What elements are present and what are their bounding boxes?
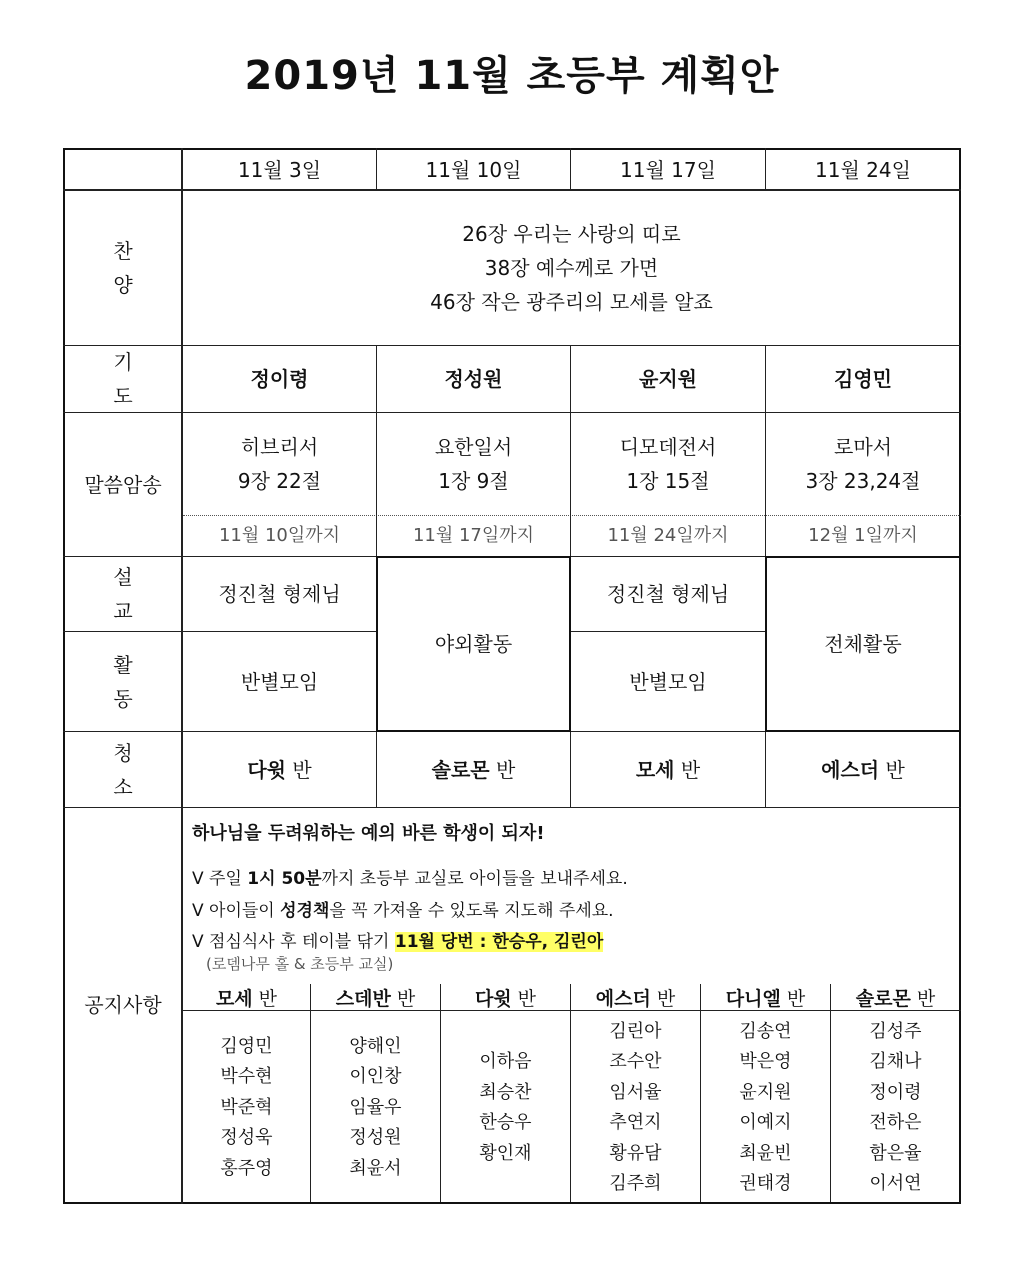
member-name: 박은영: [739, 1051, 792, 1072]
row-divider: [63, 807, 961, 808]
group-header-divider: [183, 1010, 961, 1011]
hymn-item: 26장 우리는 사랑의 띠로: [462, 222, 681, 246]
notice-emphasis: 성경책: [280, 901, 330, 921]
member-name: 임서율: [609, 1081, 662, 1103]
group-suffix: 반: [786, 987, 806, 1010]
verse-cell: [571, 413, 765, 515]
prayer-cell: 정성원: [444, 367, 503, 391]
member-name: 박수현: [220, 1066, 273, 1088]
prayer-cell: 윤지원: [639, 367, 697, 391]
cleaning-cell: [571, 732, 765, 807]
member-name: 윤지원: [739, 1081, 792, 1103]
verse-cell: [766, 413, 960, 515]
date-header: 11월 17일: [620, 158, 716, 182]
group-members: [311, 1014, 440, 1202]
group-header: [571, 984, 700, 1010]
member-name: 황유담: [609, 1142, 662, 1164]
notice-line: [192, 864, 628, 889]
row-label-text: 찬양: [113, 239, 163, 297]
outdoor-activity-cell: 야외활동: [434, 632, 513, 656]
member-name: 최윤빈: [739, 1142, 792, 1164]
member-name: 이하음: [479, 1051, 532, 1072]
cleaning-cell: [766, 732, 960, 807]
verse-ref: 9장 22절: [237, 469, 322, 493]
cleaning-suffix: 반: [680, 757, 701, 782]
verse-ref: 3장 23,24절: [805, 469, 921, 493]
member-name: 양해인: [349, 1035, 402, 1057]
verse-due: 11월 10일까지: [218, 525, 341, 546]
row-label-cleaning: [65, 732, 181, 807]
verse-due: 11월 17일까지: [412, 525, 535, 546]
row-label-notice: 공지사항: [84, 993, 162, 1017]
group-members: [441, 1014, 570, 1202]
cleaning-suffix: 반: [292, 757, 312, 782]
prayer-cell: 정이령: [250, 367, 309, 391]
page-title: 2019년 11월 초등부 계획안: [244, 53, 780, 99]
row-label-text: 기도: [113, 350, 163, 408]
duty-highlight: 11월 당번 : 한승우, 김린아: [394, 932, 604, 952]
group-name: 에스더: [595, 987, 651, 1010]
hymn-item: 46장 작은 광주리의 모세를 알죠: [430, 290, 713, 314]
activity-cell: 반별모임: [629, 669, 707, 694]
row-label-text: 활동: [113, 652, 163, 711]
group-members: [831, 1014, 960, 1202]
row-label-text: 설교: [113, 565, 163, 623]
group-members: [183, 1014, 310, 1202]
hymn-list: [183, 191, 960, 345]
activity-cell: 반별모임: [240, 669, 319, 694]
verse-ref: 1장 9절: [438, 469, 509, 493]
sermon-cell: 정진철 형제님: [606, 582, 730, 606]
notice-text: V 아이들이: [192, 901, 281, 921]
notice-line: [192, 896, 614, 921]
notice-headline: 하나님을 두려워하는 예의 바른 학생이 되자!: [192, 823, 545, 844]
member-name: 홍주영: [220, 1157, 273, 1179]
group-name: 모세: [215, 987, 253, 1010]
hymn-item: 38장 예수께로 가면: [484, 256, 659, 280]
prayer-cell: 김영민: [834, 367, 892, 391]
verse-book: 히브리서: [240, 435, 319, 459]
member-name: 황인재: [479, 1142, 532, 1164]
notice-emphasis: 1시 50분: [247, 869, 322, 889]
date-header: 11월 24일: [815, 158, 911, 182]
member-name: 김성주: [869, 1020, 922, 1042]
verse-book: 로마서: [834, 435, 892, 459]
group-header: [831, 984, 960, 1010]
group-suffix: 반: [916, 987, 936, 1010]
member-name: 최승찬: [479, 1081, 532, 1103]
group-name: 솔로몬: [855, 987, 911, 1010]
group-members: [701, 1014, 830, 1202]
cleaning-cell: [183, 732, 376, 807]
member-name: 정성욱: [220, 1127, 273, 1149]
group-header: [311, 984, 440, 1010]
row-label-prayer: [65, 346, 181, 412]
notice-location: (로뎀나무 홀 & 초등부 교실): [206, 955, 394, 973]
member-name: 김채나: [869, 1051, 922, 1072]
group-suffix: 반: [656, 987, 676, 1010]
row-label-text: 청소: [113, 740, 163, 799]
notice-line: [192, 927, 603, 952]
cleaning-class: 에스더: [821, 757, 880, 782]
sermon-cell: 정진철 형제님: [218, 582, 341, 606]
row-label-verse: 말씀암송: [84, 472, 162, 497]
member-name: 이인창: [349, 1066, 402, 1088]
member-name: 함은율: [869, 1142, 922, 1164]
group-suffix: 반: [396, 987, 416, 1010]
notice-text: V 주일: [192, 869, 248, 889]
member-name: 전하은: [869, 1112, 922, 1133]
cleaning-class: 모세: [635, 757, 675, 782]
group-name: 스데반: [335, 987, 391, 1010]
row-label-activity: [65, 632, 181, 731]
all-activity-cell: 전체활동: [824, 632, 902, 656]
member-name: 임율우: [349, 1096, 402, 1118]
verse-due: 12월 1일까지: [808, 525, 918, 546]
group-header: [183, 984, 310, 1010]
member-name: 정성원: [349, 1127, 402, 1149]
cleaning-class: 다윗: [247, 757, 286, 782]
verse-book: 요한일서: [434, 435, 513, 459]
member-name: 조수안: [609, 1051, 662, 1072]
group-name: 다니엘: [725, 987, 781, 1010]
notice-text: 까지 초등부 교실로 아이들을 보내주세요.: [321, 869, 628, 889]
verse-cell: [377, 413, 570, 515]
cleaning-class: 솔로몬: [431, 757, 490, 782]
row-label-hymn: [65, 191, 181, 345]
member-name: 이서연: [869, 1173, 922, 1194]
date-header: 11월 10일: [425, 158, 522, 182]
cleaning-suffix: 반: [496, 757, 516, 782]
member-name: 김송연: [739, 1020, 792, 1042]
member-name: 이예지: [739, 1112, 792, 1133]
group-name: 다윗: [474, 987, 512, 1010]
member-name: 추연지: [609, 1112, 662, 1133]
verse-due: 11월 24일까지: [607, 525, 729, 546]
member-name: 김린아: [609, 1020, 662, 1042]
member-name: 김영민: [220, 1035, 273, 1057]
member-name: 정이령: [869, 1081, 922, 1103]
group-header: [701, 984, 830, 1010]
notice-text: V 점심식사 후 테이블 닦기: [192, 932, 395, 952]
verse-ref: 1장 15절: [626, 469, 710, 493]
group-header: [441, 984, 570, 1010]
notice-text: 을 꼭 가져올 수 있도록 지도해 주세요.: [329, 901, 614, 921]
member-name: 박준혁: [220, 1096, 273, 1118]
member-name: 권태경: [739, 1173, 792, 1194]
verse-cell: [183, 413, 376, 515]
member-name: 한승우: [479, 1112, 532, 1133]
group-suffix: 반: [517, 987, 537, 1010]
date-header: 11월 3일: [237, 158, 322, 182]
member-name: 최윤서: [349, 1157, 402, 1179]
member-name: 김주희: [609, 1173, 662, 1194]
verse-book: 디모데전서: [619, 435, 717, 459]
group-members: [571, 1014, 700, 1202]
row-label-sermon: [65, 557, 181, 631]
cleaning-suffix: 반: [885, 757, 905, 782]
cleaning-cell: [377, 732, 570, 807]
group-suffix: 반: [258, 987, 278, 1010]
